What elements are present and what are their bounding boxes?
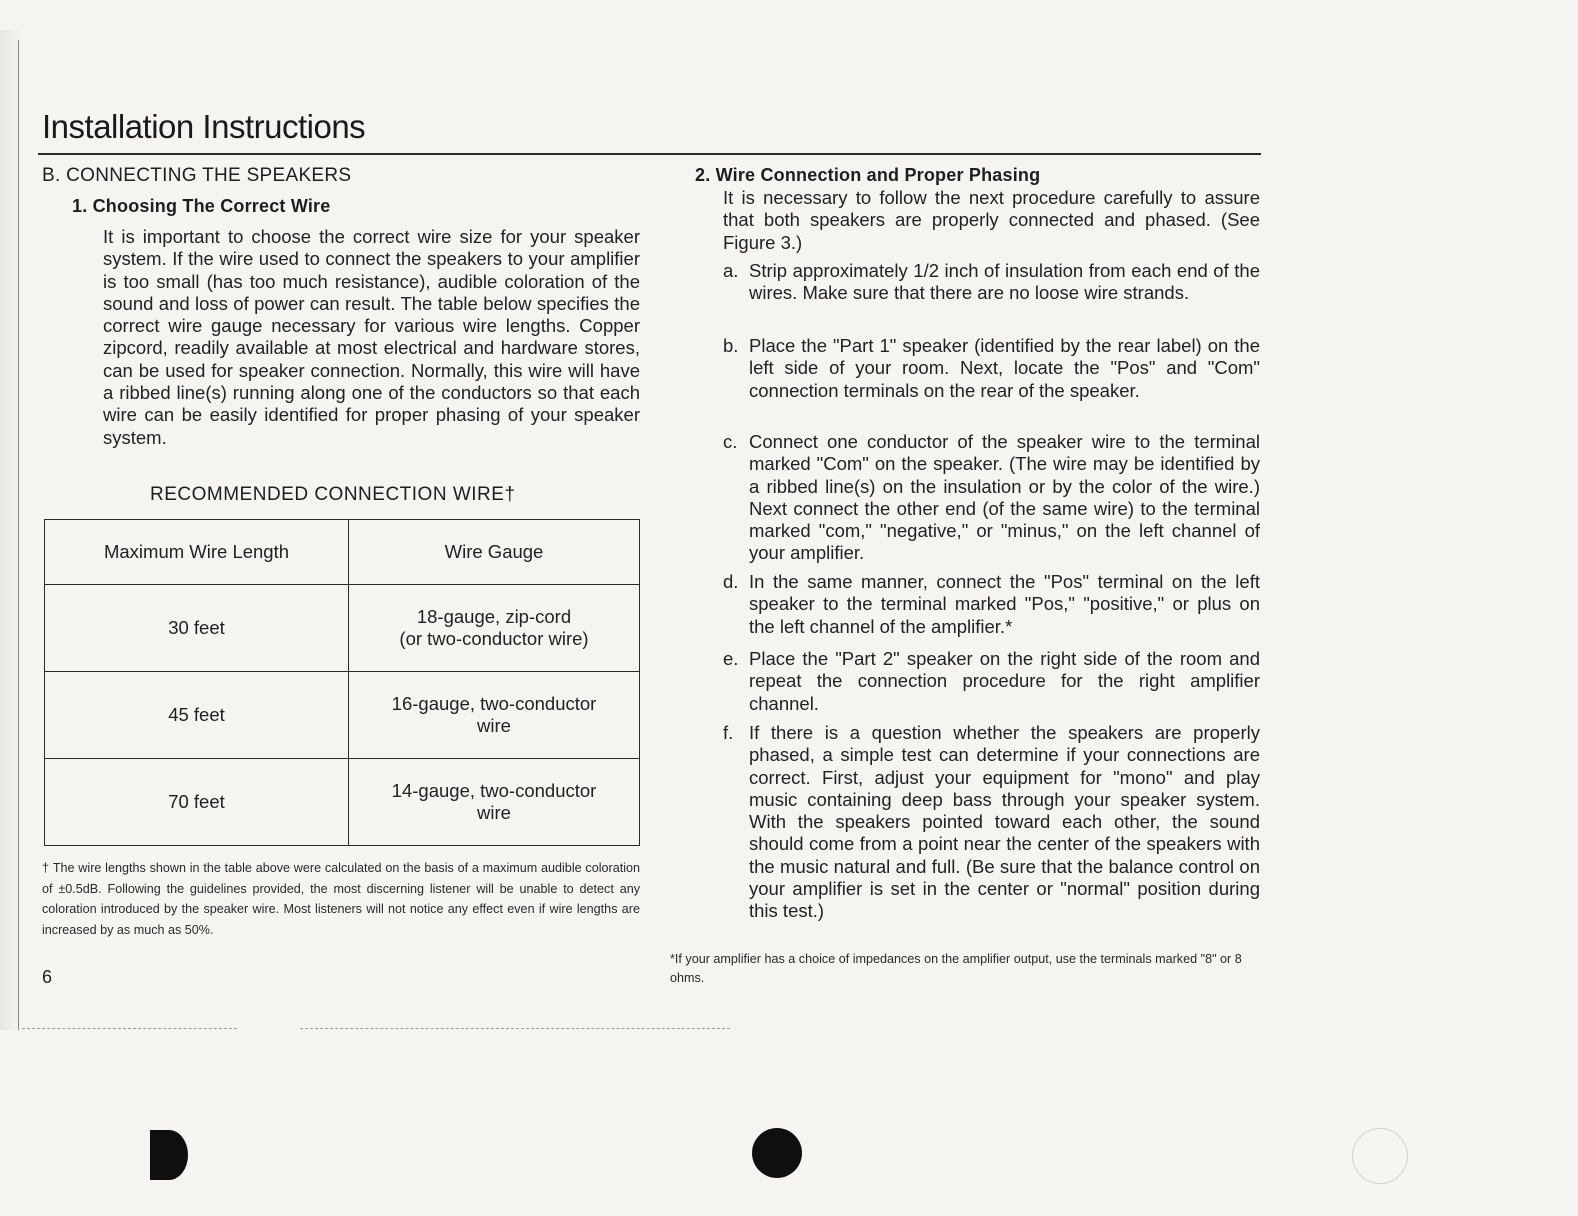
step-marker: e.: [723, 648, 739, 669]
choosing-wire-paragraph: It is important to choose the correct wire size for your speaker system. If the wire used to connect the speakers to your amplifier is too small (has too much resistance), audible coloration of the sound and loss of power can result. The table below specifies the correct wire gauge necessary for various wire lengths. Copper zipcord, readily available at most electrical and hardware stores, can be used for speaker connection. Normally, this wire will have a ribbed line(s) running along one of the conductors so that each wire can be easily identified for proper phasing of your speaker system.: [103, 226, 640, 448]
step-text: Place the "Part 2" speaker on the right side of the room and repeat the connection procedure for the right amplifier channel.: [749, 648, 1260, 714]
step-text: In the same manner, connect the "Pos" terminal on the left speaker to the terminal marked "Pos," "positive," or plus on the left channel of the amplifier.*: [749, 571, 1260, 637]
table-row: [45, 672, 640, 759]
page-title: Installation Instructions: [42, 108, 366, 145]
dashed-rule: [22, 1028, 237, 1029]
table-cell-gauge: [349, 672, 640, 759]
page-number: 6: [42, 967, 53, 987]
punch-hole-right: [1352, 1128, 1408, 1184]
step-marker: f.: [723, 722, 734, 743]
table-header-row: [45, 520, 640, 585]
gauge-line2: wire: [477, 802, 511, 823]
step-text: Strip approximately 1/2 inch of insulation from each end of the wires. Make sure that there are no loose wire strands.: [749, 260, 1260, 304]
table-header-gauge: Wire Gauge: [349, 520, 640, 585]
gauge-line2: (or two-conductor wire): [399, 628, 589, 649]
table-cell-length: 70 feet: [45, 759, 349, 846]
sub-heading-choosing-wire: 1. Choosing The Correct Wire: [72, 196, 331, 216]
table-title: RECOMMENDED CONNECTION WIRE†: [150, 484, 516, 505]
step-marker: c.: [723, 431, 738, 452]
step-marker: b.: [723, 335, 739, 356]
table-row: [45, 759, 640, 846]
header-rule: [38, 153, 1261, 155]
table-row: [45, 585, 640, 672]
table-header-length: Maximum Wire Length: [45, 520, 349, 585]
sub-heading-wire-connection: 2. Wire Connection and Proper Phasing: [695, 165, 1041, 185]
table-cell-length: 45 feet: [45, 672, 349, 759]
table-cell-length: 30 feet: [45, 585, 349, 672]
gauge-line1: 18-gauge, zip-cord: [416, 606, 572, 627]
table-cell-gauge: [349, 585, 640, 672]
gauge-line1: 16-gauge, two-conductor: [391, 693, 597, 714]
dashed-rule: [300, 1028, 730, 1029]
step-text: If there is a question whether the speakers are properly phased, a simple test can determine if your connections are correct. First, adjust your equipment for "mono" and play music containing deep bass through your speaker system. With the speakers pointed toward each other, the sound should come from a point near the center of the speakers with the music natural and full. (Be sure that the balance control on your amplifier is set in the center or "normal" position during this test.): [749, 722, 1260, 922]
punch-hole-middle: [752, 1128, 802, 1178]
gauge-line2: wire: [477, 715, 511, 736]
gauge-line1: 14-gauge, two-conductor: [391, 780, 597, 801]
binding-line: [18, 40, 19, 1030]
section-heading: B. CONNECTING THE SPEAKERS: [42, 165, 352, 186]
wire-table: [44, 519, 640, 846]
table-cell-gauge: [349, 759, 640, 846]
amplifier-footnote: *If your amplifier has a choice of impedances on the amplifier output, use the terminals marked "8" or 8 ohms.: [670, 952, 1242, 985]
wire-connection-intro: It is necessary to follow the next procedure carefully to assure that both speakers are properly connected and phased. (See Figure 3.): [723, 187, 1260, 253]
step-text: Connect one conductor of the speaker wire to the terminal marked "Com" on the speaker. (The wire may be identified by a ribbed line(s) on the insulation or by the color of the wire.) Next connect the other end (of the same wire) to the terminal marked "com," "negative," or "minus," on the left channel of your amplifier.: [749, 431, 1260, 564]
step-marker: d.: [723, 571, 739, 592]
step-text: Place the "Part 1" speaker (identified by the rear label) on the left side of your room. Next, locate the "Pos" and "Com" connection terminals on the rear of the speaker.: [749, 335, 1260, 401]
step-marker: a.: [723, 260, 739, 281]
table-footnote: † The wire lengths shown in the table above were calculated on the basis of a maximum audible coloration of ±0.5dB. Following the guidelines provided, the most discerning listener will be unable to detect any coloration introduced by the speaker wire. Most listeners will not notice any effect even if wire lengths are increased by as much as 50%.: [42, 861, 640, 937]
punch-hole-left: [150, 1130, 188, 1180]
